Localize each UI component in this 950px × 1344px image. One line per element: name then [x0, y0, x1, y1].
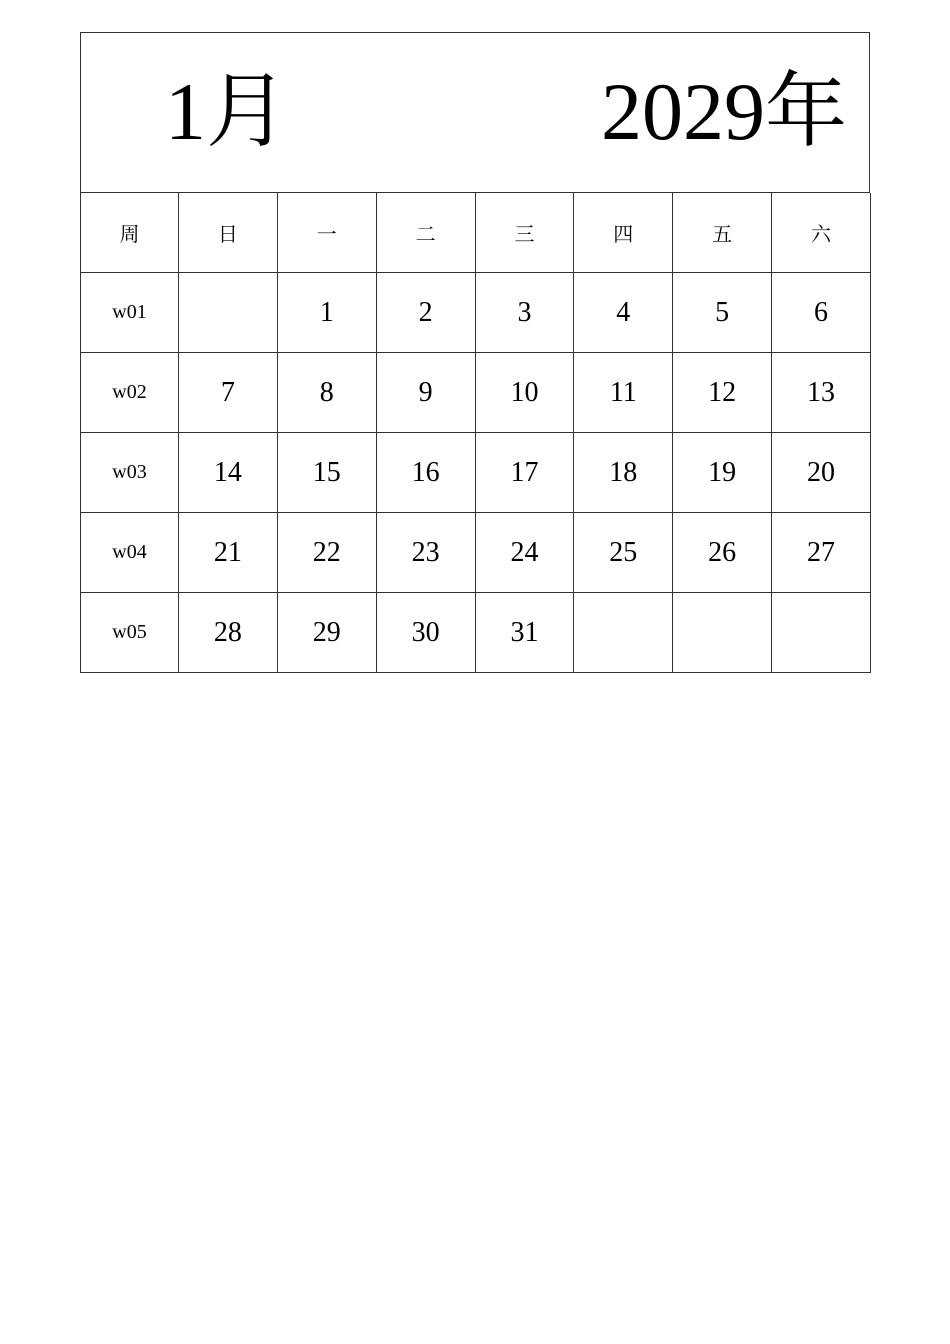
- day-cell: 6: [772, 273, 871, 353]
- month-title: 1月: [165, 66, 289, 157]
- day-cell: 14: [179, 433, 278, 513]
- day-cell: 10: [476, 353, 575, 433]
- weekday-header: 一: [278, 193, 377, 273]
- day-cell: 22: [278, 513, 377, 593]
- day-cell: 29: [278, 593, 377, 673]
- day-cell: 15: [278, 433, 377, 513]
- day-cell: 16: [377, 433, 476, 513]
- day-cell: 31: [476, 593, 575, 673]
- day-cell: 12: [673, 353, 772, 433]
- weekday-header: 三: [476, 193, 575, 273]
- year-title: 2029年: [600, 66, 847, 157]
- day-cell: 2: [377, 273, 476, 353]
- day-cell: 28: [179, 593, 278, 673]
- day-cell: 24: [476, 513, 575, 593]
- day-cell: 11: [574, 353, 673, 433]
- day-cell: 7: [179, 353, 278, 433]
- week-number: w04: [81, 513, 179, 593]
- day-cell: [574, 593, 673, 673]
- weekday-header: 五: [673, 193, 772, 273]
- day-cell: [179, 273, 278, 353]
- week-column-header: 周: [81, 193, 179, 273]
- week-number: w03: [81, 433, 179, 513]
- day-cell: [673, 593, 772, 673]
- day-cell: 19: [673, 433, 772, 513]
- day-cell: 3: [476, 273, 575, 353]
- calendar-grid: [81, 193, 870, 673]
- weekday-header: 二: [377, 193, 476, 273]
- day-cell: [772, 593, 871, 673]
- day-cell: 27: [772, 513, 871, 593]
- day-cell: 20: [772, 433, 871, 513]
- day-cell: 1: [278, 273, 377, 353]
- calendar: [80, 32, 870, 673]
- calendar-header: [81, 33, 870, 193]
- day-cell: 8: [278, 353, 377, 433]
- day-cell: 17: [476, 433, 575, 513]
- day-cell: 30: [377, 593, 476, 673]
- day-cell: 13: [772, 353, 871, 433]
- day-cell: 5: [673, 273, 772, 353]
- week-number: w05: [81, 593, 179, 673]
- day-cell: 25: [574, 513, 673, 593]
- day-cell: 9: [377, 353, 476, 433]
- weekday-header: 六: [772, 193, 871, 273]
- day-cell: 21: [179, 513, 278, 593]
- day-cell: 4: [574, 273, 673, 353]
- weekday-header: 四: [574, 193, 673, 273]
- weekday-header: 日: [179, 193, 278, 273]
- week-number: w01: [81, 273, 179, 353]
- day-cell: 26: [673, 513, 772, 593]
- day-cell: 18: [574, 433, 673, 513]
- day-cell: 23: [377, 513, 476, 593]
- week-number: w02: [81, 353, 179, 433]
